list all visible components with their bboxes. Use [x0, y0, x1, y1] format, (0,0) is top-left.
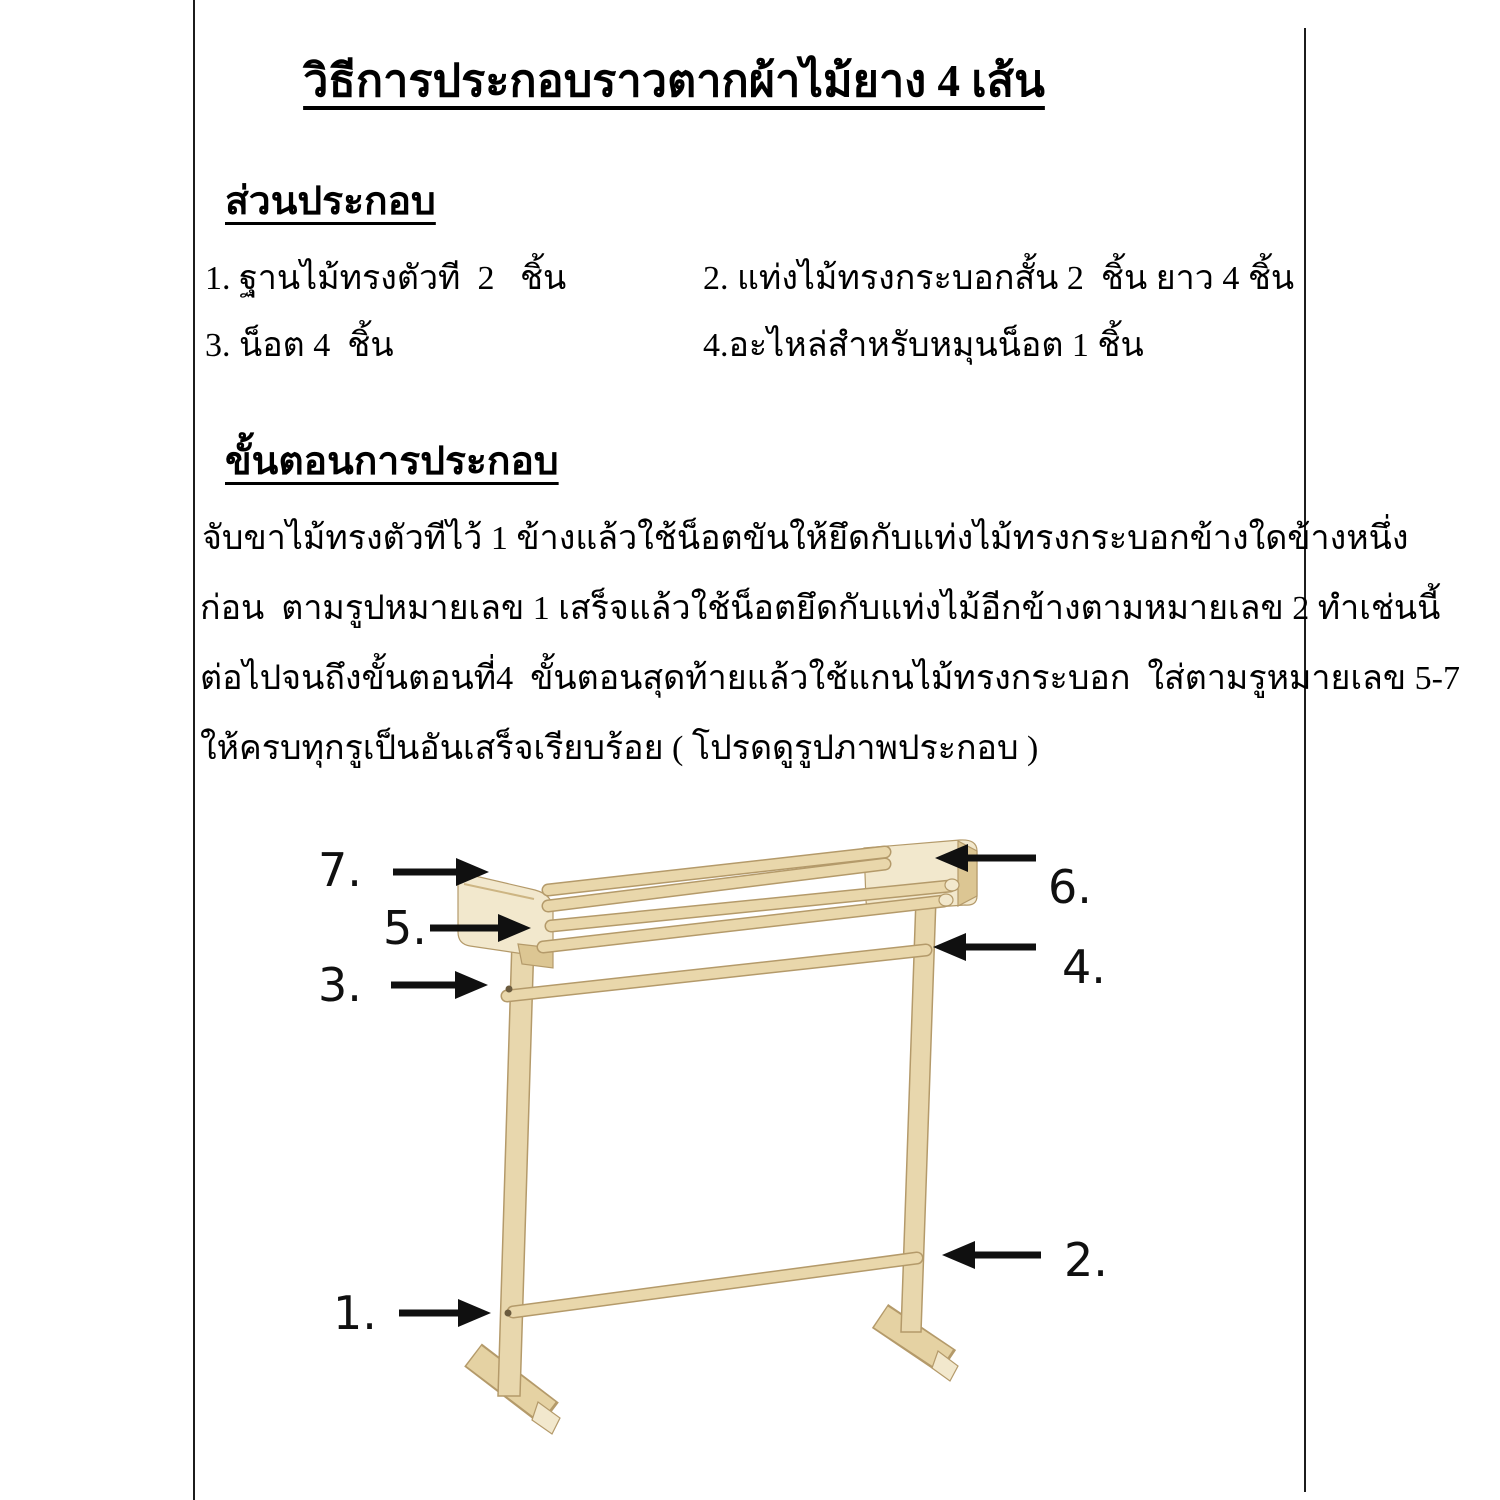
arrow-2-head [942, 1241, 975, 1269]
diagram-label-7: 7. [318, 843, 362, 897]
mid-crossbar [506, 950, 927, 996]
under-panel-rod-cap [939, 894, 953, 906]
page-title: วิธีการประกอบราวตากผ้าไม้ยาง 4 เส้น [303, 56, 1045, 106]
assembly-diagram [280, 800, 1160, 1500]
right-leg [901, 898, 936, 1332]
diagram-label-4: 4. [1062, 940, 1106, 994]
mid-crossbar-bolt [506, 986, 513, 993]
mid-crossbar-rod [507, 950, 926, 996]
lower-crossbar-bolt [505, 1310, 512, 1317]
diagram-label-6: 6. [1048, 860, 1092, 914]
top-rod-front-cap [945, 879, 959, 891]
assembly-line-4: ให้ครบทุกรูเป็นอันเสร็จเรียบร้อย ( โปรดดูรูปภาพประกอบ ) [200, 730, 1039, 767]
arrow-4-head [933, 933, 966, 961]
arrow-3 [391, 971, 488, 999]
assembly-line-2: ก่อน ตามรูปหมายเลข 1 เสร็จแล้วใช้น็อตยึดกับแท่งไม้อีกข้างตามหมายเลข 2 ทำเช่นนี้ [200, 590, 1441, 627]
lower-crossbar [505, 1258, 918, 1317]
assembly-line-1: จับขาไม้ทรงตัวทีไว้ 1 ข้างแล้วใช้น็อตขันให้ยึดกับแท่งไม้ทรงกระบอกข้างใดข้างหนึ่ง [202, 520, 1409, 557]
assembly-line-3: ต่อไปจนถึงขั้นตอนที่4 ขั้นตอนสุดท้ายแล้วใช้แกนไม้ทรงกระบอก ใส่ตามรูหมายเลข 5-7 [200, 660, 1460, 697]
components-heading: ส่วนประกอบ [225, 180, 436, 223]
component-item-3: 3. น็อต 4 ชิ้น [205, 327, 394, 364]
assembly-heading: ขั้นตอนการประกอบ [225, 440, 559, 483]
arrow-1-head [458, 1299, 491, 1327]
diagram-label-2: 2. [1064, 1233, 1108, 1287]
diagram-label-1: 1. [333, 1286, 377, 1340]
page-border-left [193, 0, 195, 1500]
arrow-2 [942, 1241, 1041, 1269]
arrow-4 [933, 933, 1036, 961]
lower-crossbar-rod [513, 1258, 917, 1312]
page-border-right [1304, 28, 1306, 1492]
component-item-4: 4.อะไหล่สำหรับหมุนน็อต 1 ชิ้น [703, 327, 1144, 364]
diagram-label-5: 5. [383, 901, 427, 955]
component-item-2: 2. แท่งไม้ทรงกระบอกสั้น 2 ชิ้น ยาว 4 ชิ้น [703, 260, 1295, 297]
arrow-1 [399, 1299, 491, 1327]
arrow-3-head [455, 971, 488, 999]
component-item-1: 1. ฐานไม้ทรงตัวที 2 ชิ้น [205, 260, 567, 297]
left-leg [498, 940, 534, 1396]
diagram-label-3: 3. [318, 958, 362, 1012]
